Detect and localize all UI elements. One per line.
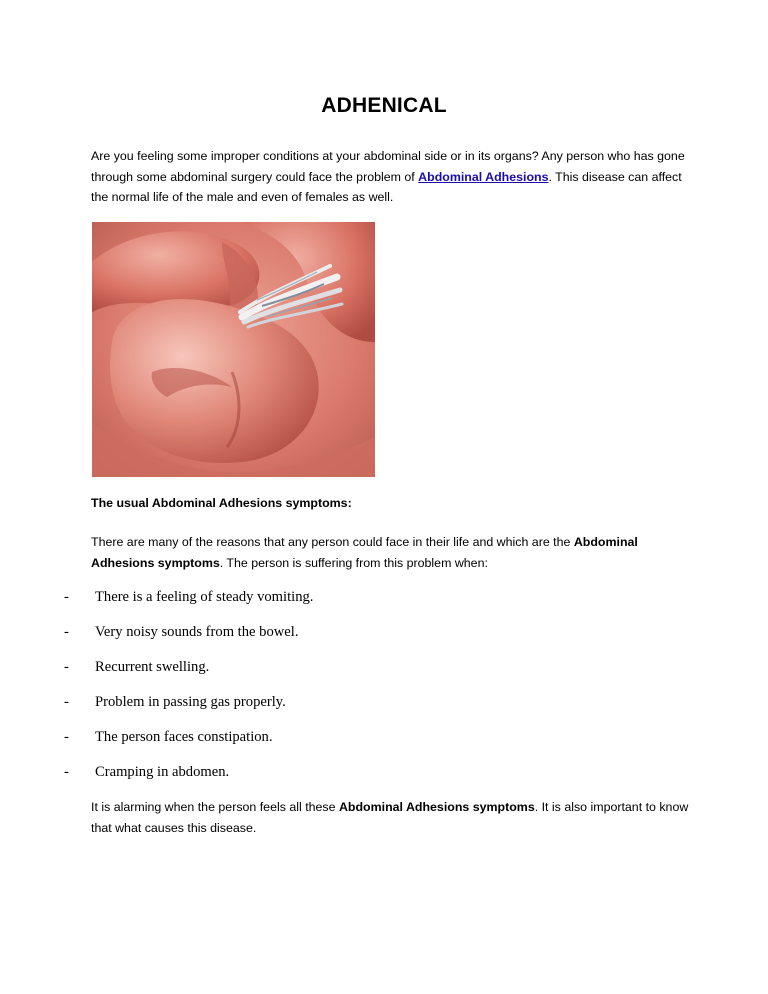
symptom-text: Very noisy sounds from the bowel. xyxy=(95,624,299,640)
intro-paragraph xyxy=(91,146,691,208)
bullet-dash: - xyxy=(64,694,69,710)
list-item xyxy=(0,589,768,609)
symptoms-subheading: The usual Abdominal Adhesions symptoms: xyxy=(91,496,352,510)
symptom-text: The person faces constipation. xyxy=(95,729,273,745)
reasons-text-start: There are many of the reasons that any person could face in their life and which are the xyxy=(91,535,574,549)
closing-text-start: It is alarming when the person feels all these xyxy=(91,800,339,814)
list-item xyxy=(0,659,768,679)
closing-bold-phrase: Abdominal Adhesions symptoms xyxy=(338,800,535,814)
symptom-text: There is a feeling of steady vomiting. xyxy=(95,589,314,605)
adhesion-illustration xyxy=(92,222,375,477)
closing-paragraph xyxy=(91,797,691,838)
list-item xyxy=(0,624,768,644)
reasons-paragraph xyxy=(91,532,691,573)
reasons-bold-phrase: Abdominal Adhesions symptoms xyxy=(91,535,638,570)
list-item xyxy=(0,764,768,784)
bullet-dash: - xyxy=(64,764,69,780)
symptom-text: Problem in passing gas properly. xyxy=(95,694,286,710)
bullet-dash: - xyxy=(64,624,69,640)
page-title: ADHENICAL xyxy=(321,94,447,117)
symptom-text: Recurrent swelling. xyxy=(95,659,210,675)
abdominal-adhesions-link[interactable]: Abdominal Adhesions xyxy=(418,169,549,184)
list-item xyxy=(0,729,768,749)
symptom-text: Cramping in abdomen. xyxy=(95,764,230,780)
bullet-dash: - xyxy=(64,729,69,745)
closing-text-end: . It is also important to know that what causes this disease. xyxy=(91,800,689,835)
bullet-dash: - xyxy=(64,589,69,605)
bullet-dash: - xyxy=(64,659,69,675)
reasons-text-end: . The person is suffering from this problem when: xyxy=(219,555,488,570)
list-item xyxy=(0,694,768,714)
intro-text-start: Are you feeling some improper conditions at your abdominal side or in its organs? Any person who has gone through some abdominal surgery could face the problem of xyxy=(91,149,685,184)
intro-text-end: . This disease can affect the normal life of the male and even of females as well. xyxy=(91,169,682,204)
